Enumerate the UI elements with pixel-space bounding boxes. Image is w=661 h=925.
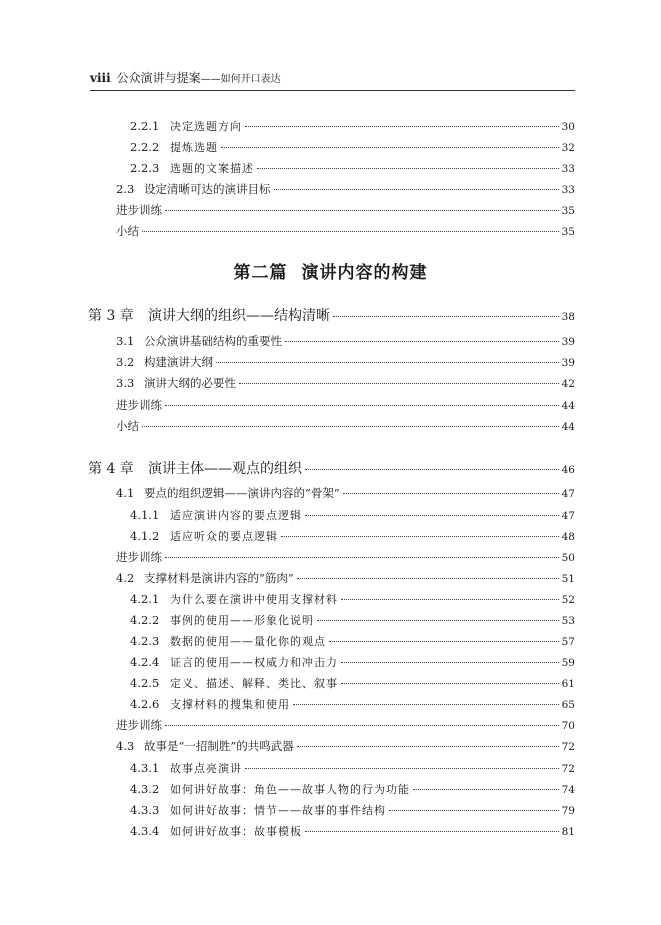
dot-leader xyxy=(285,341,559,342)
entry-number: 2.2.1 xyxy=(130,119,160,133)
entry-title: 适应演讲内容的要点逻辑 xyxy=(170,509,302,522)
entry-title: 为什么要在演讲中使用支撑材料 xyxy=(170,593,338,606)
entry-page: 59 xyxy=(561,657,575,669)
entry-number: 2.2.3 xyxy=(130,161,160,175)
entry-page: 79 xyxy=(561,805,575,817)
entry-page: 48 xyxy=(561,531,575,543)
toc-entry[interactable] xyxy=(130,139,575,155)
part-heading xyxy=(0,258,661,283)
entry-title: 事例的使用——形象化说明 xyxy=(170,614,314,627)
entry-number: 4.3.1 xyxy=(130,761,160,775)
book-title: 公众演讲与提案 xyxy=(116,71,201,85)
toc-entry[interactable] xyxy=(130,781,575,797)
entry-number: 4.3.4 xyxy=(130,824,160,838)
entry-page: 47 xyxy=(561,510,575,522)
header-rule xyxy=(90,90,575,91)
running-header xyxy=(90,70,575,88)
toc-entry[interactable] xyxy=(116,738,575,754)
toc-entry[interactable] xyxy=(116,333,575,349)
entry-page: 81 xyxy=(561,826,575,838)
toc-chapter[interactable] xyxy=(88,305,575,325)
entry-page: 72 xyxy=(561,763,575,775)
entry-title: 构建演讲大纲 xyxy=(144,355,213,369)
entry-number: 3.1 xyxy=(116,334,135,348)
entry-page: 52 xyxy=(561,594,575,606)
entry-number: 2.3 xyxy=(116,182,135,196)
toc-entry[interactable] xyxy=(116,202,575,218)
entry-title: 如何讲好故事：角色——故事人物的行为功能 xyxy=(170,783,410,796)
entry-page: 46 xyxy=(561,464,575,476)
dot-leader xyxy=(257,168,559,169)
entry-number: 4.2.6 xyxy=(130,697,160,711)
page-number: viii xyxy=(90,71,111,85)
entry-page: 30 xyxy=(561,121,575,133)
toc-entry[interactable] xyxy=(130,612,575,628)
entry-number: 4.3.3 xyxy=(130,803,160,817)
toc-entry[interactable] xyxy=(130,591,575,607)
dot-leader xyxy=(245,768,559,769)
toc-entry[interactable] xyxy=(130,633,575,649)
toc-chapter[interactable] xyxy=(88,458,575,478)
dot-leader xyxy=(165,405,559,406)
entry-title: 支撑材料是演讲内容的“筋肉” xyxy=(144,571,294,585)
dot-leader xyxy=(329,641,559,642)
entry-title: 小结 xyxy=(116,224,139,238)
entry-title: 提炼选题 xyxy=(170,141,218,154)
dot-leader xyxy=(317,620,559,621)
dot-leader xyxy=(341,599,559,600)
toc-entry[interactable] xyxy=(130,507,575,523)
entry-title: 进步训练 xyxy=(116,718,162,732)
toc-entry[interactable] xyxy=(116,549,575,565)
entry-number: 3.2 xyxy=(116,355,135,369)
dot-leader xyxy=(281,536,559,537)
entry-title: 小结 xyxy=(116,419,139,433)
entry-number: 4.2.2 xyxy=(130,613,160,627)
dot-leader xyxy=(305,469,559,470)
entry-title: 支撑材料的搜集和使用 xyxy=(170,698,290,711)
toc-entry[interactable] xyxy=(130,118,575,134)
dot-leader xyxy=(142,426,559,427)
chapter-title: 演讲主体——观点的组织 xyxy=(148,461,302,477)
entry-page: 33 xyxy=(561,184,575,196)
entry-number: 4.1.1 xyxy=(130,508,160,522)
entry-page: 51 xyxy=(561,573,575,585)
dot-leader xyxy=(305,831,559,832)
dot-leader xyxy=(341,683,559,684)
dot-leader xyxy=(341,662,559,663)
entry-page: 53 xyxy=(561,615,575,627)
part-title: 演讲内容的构建 xyxy=(301,263,428,283)
toc-entry[interactable] xyxy=(130,823,575,839)
entry-number: 4.2 xyxy=(116,571,135,585)
dot-leader xyxy=(389,810,559,811)
dot-leader xyxy=(297,578,559,579)
dot-leader xyxy=(165,210,559,211)
dot-leader xyxy=(221,147,559,148)
dot-leader xyxy=(297,746,559,747)
entry-title: 数据的使用——量化你的观点 xyxy=(170,635,326,648)
entry-page: 57 xyxy=(561,636,575,648)
entry-title: 适应听众的要点逻辑 xyxy=(170,530,278,543)
dot-leader xyxy=(413,789,559,790)
entry-page: 39 xyxy=(561,357,575,369)
dot-leader xyxy=(274,189,559,190)
chapter-title: 演讲大纲的组织——结构清晰 xyxy=(148,308,330,324)
toc-entry[interactable] xyxy=(116,354,575,370)
entry-number: 4.2.5 xyxy=(130,676,160,690)
dot-leader xyxy=(343,493,559,494)
toc-entry[interactable] xyxy=(130,160,575,176)
toc-entry[interactable] xyxy=(116,485,575,501)
entry-number: 2.2.2 xyxy=(130,140,160,154)
dot-leader xyxy=(245,126,559,127)
toc-entry[interactable] xyxy=(116,397,575,413)
entry-title: 演讲大纲的必要性 xyxy=(144,376,236,390)
entry-number: 4.2.1 xyxy=(130,592,160,606)
entry-title: 决定选题方向 xyxy=(170,120,242,133)
entry-title: 如何讲好故事：情节——故事的事件结构 xyxy=(170,804,386,817)
entry-number: 4.3.2 xyxy=(130,782,160,796)
toc-entry[interactable] xyxy=(130,528,575,544)
entry-number: 4.1.2 xyxy=(130,529,160,543)
toc-entry[interactable] xyxy=(130,760,575,776)
dot-leader xyxy=(165,557,559,558)
entry-page: 32 xyxy=(561,142,575,154)
entry-title: 要点的组织逻辑——演讲内容的“骨架” xyxy=(144,486,340,500)
entry-title: 证言的使用——权威力和冲击力 xyxy=(170,656,338,669)
entry-title: 故事是“一招制胜”的共鸣武器 xyxy=(144,739,294,753)
entry-title: 故事点亮演讲 xyxy=(170,762,242,775)
entry-page: 61 xyxy=(561,678,575,690)
toc-entry[interactable] xyxy=(130,675,575,691)
toc-entry[interactable] xyxy=(116,223,575,239)
part-label: 第二篇 xyxy=(233,263,288,283)
toc-entry[interactable] xyxy=(116,181,575,197)
dot-leader xyxy=(216,362,559,363)
entry-number: 4.2.4 xyxy=(130,655,160,669)
entry-title: 定义、描述、解释、类比、叙事 xyxy=(170,677,338,690)
toc-entry[interactable] xyxy=(130,654,575,670)
entry-page: 35 xyxy=(561,226,575,238)
entry-page: 33 xyxy=(561,163,575,175)
entry-page: 35 xyxy=(561,205,575,217)
entry-title: 公众演讲基础结构的重要性 xyxy=(144,334,282,348)
entry-number: 4.3 xyxy=(116,739,135,753)
toc-entry[interactable] xyxy=(116,570,575,586)
toc-entry[interactable] xyxy=(116,375,575,391)
entry-title: 进步训练 xyxy=(116,550,162,564)
entry-page: 74 xyxy=(561,784,575,796)
toc-entry[interactable] xyxy=(116,418,575,434)
toc-entry[interactable] xyxy=(130,802,575,818)
entry-page: 70 xyxy=(561,720,575,732)
dot-leader xyxy=(293,704,559,705)
entry-page: 44 xyxy=(561,400,575,412)
dot-leader xyxy=(142,231,559,232)
entry-page: 65 xyxy=(561,699,575,711)
entry-title: 进步训练 xyxy=(116,203,162,217)
dot-leader xyxy=(305,515,559,516)
dot-leader xyxy=(165,725,559,726)
toc-entry[interactable] xyxy=(116,717,575,733)
entry-number: 3.3 xyxy=(116,376,135,390)
entry-page: 44 xyxy=(561,421,575,433)
entry-page: 42 xyxy=(561,378,575,390)
entry-title: 设定清晰可达的演讲目标 xyxy=(144,182,271,196)
chapter-number: 第 3 章 xyxy=(88,308,134,324)
entry-page: 50 xyxy=(561,552,575,564)
entry-page: 47 xyxy=(561,488,575,500)
toc-entry[interactable] xyxy=(130,696,575,712)
dot-leader xyxy=(333,316,559,317)
entry-title: 如何讲好故事：故事模板 xyxy=(170,825,302,838)
entry-page: 38 xyxy=(561,311,575,323)
dot-leader xyxy=(239,383,559,384)
entry-title: 进步训练 xyxy=(116,398,162,412)
entry-title: 选题的文案描述 xyxy=(170,162,254,175)
entry-number: 4.1 xyxy=(116,486,135,500)
entry-number: 4.2.3 xyxy=(130,634,160,648)
entry-page: 39 xyxy=(561,336,575,348)
entry-page: 72 xyxy=(561,741,575,753)
book-subtitle: ——如何开口表达 xyxy=(200,74,281,85)
chapter-number: 第 4 章 xyxy=(88,461,134,477)
